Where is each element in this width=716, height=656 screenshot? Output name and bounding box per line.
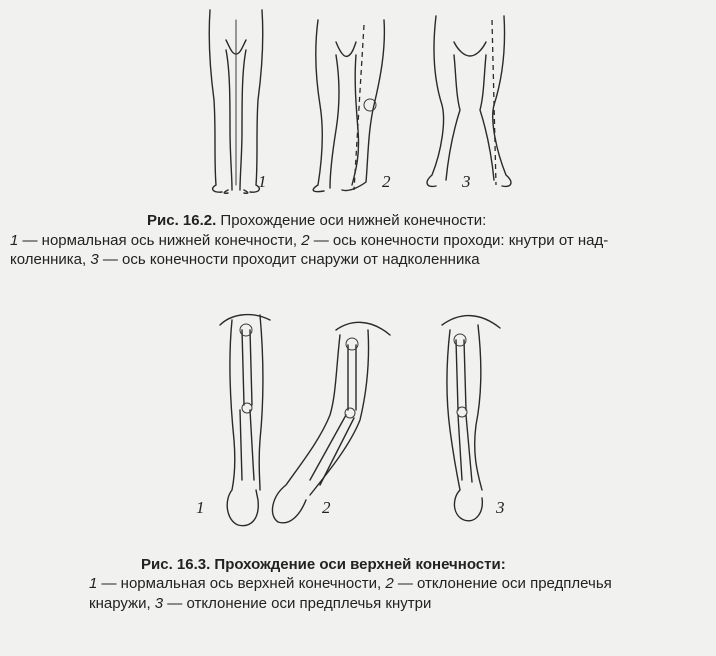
figure-16-3-caption-line	[89, 594, 709, 613]
figure-16-2-caption-heading: Прохождение оси нижней конечности:	[216, 212, 487, 229]
caption-item-text: — ось конечности проходи: кнутри от над-	[309, 232, 609, 249]
caption-item-number: 1	[89, 575, 98, 592]
figure-16-2-label-1: 1	[258, 172, 267, 191]
caption-item-number: 3	[154, 595, 164, 612]
figure-16-3-caption-title: Рис. 16.3. Прохождение оси верхней конечности:	[141, 556, 506, 573]
lower-limb-figure	[170, 0, 550, 200]
figure-16-3-label-2: 2	[322, 498, 331, 517]
caption-item-text: коленника,	[10, 251, 91, 268]
caption-item-number: 3	[90, 251, 99, 268]
lower-limb-drawing-2	[313, 20, 384, 192]
upper-limb-drawing-2	[272, 322, 390, 522]
figure-16-3-label-1: 1	[196, 498, 205, 517]
figure-16-2-caption-line	[10, 231, 716, 250]
upper-limb-drawing-3	[442, 316, 500, 521]
caption-item-number: 2	[301, 232, 310, 249]
lower-limb-drawing-1	[209, 10, 263, 193]
caption-item-text: — нормальная ось нижней конечности,	[18, 232, 302, 249]
upper-limb-drawing-1	[220, 315, 270, 526]
figure-16-2-caption-line	[10, 250, 716, 269]
caption-item-number: 2	[385, 575, 394, 592]
figure-16-2-label-3: 3	[462, 172, 471, 191]
figure-16-2-caption-number: Рис. 16.2.	[147, 212, 217, 229]
caption-item-text: — отклонение оси предплечья кнутри	[163, 595, 432, 612]
caption-item-number: 1	[10, 232, 19, 249]
caption-item-text: — нормальная ось верхней конечности,	[97, 575, 386, 592]
figure-16-2-caption-title	[147, 211, 587, 230]
upper-limb-figure	[160, 300, 560, 530]
lower-limb-drawing-3	[427, 16, 511, 186]
caption-item-text: — ось конечности проходит снаружи от надколенника	[98, 251, 480, 268]
figure-16-3-label-3: 3	[496, 498, 505, 517]
figure-16-3-caption-line	[89, 574, 709, 593]
caption-item-text: кнаружи,	[89, 595, 155, 612]
caption-item-text: — отклонение оси предплечья	[393, 575, 612, 592]
figure-16-2-label-2: 2	[382, 172, 391, 191]
